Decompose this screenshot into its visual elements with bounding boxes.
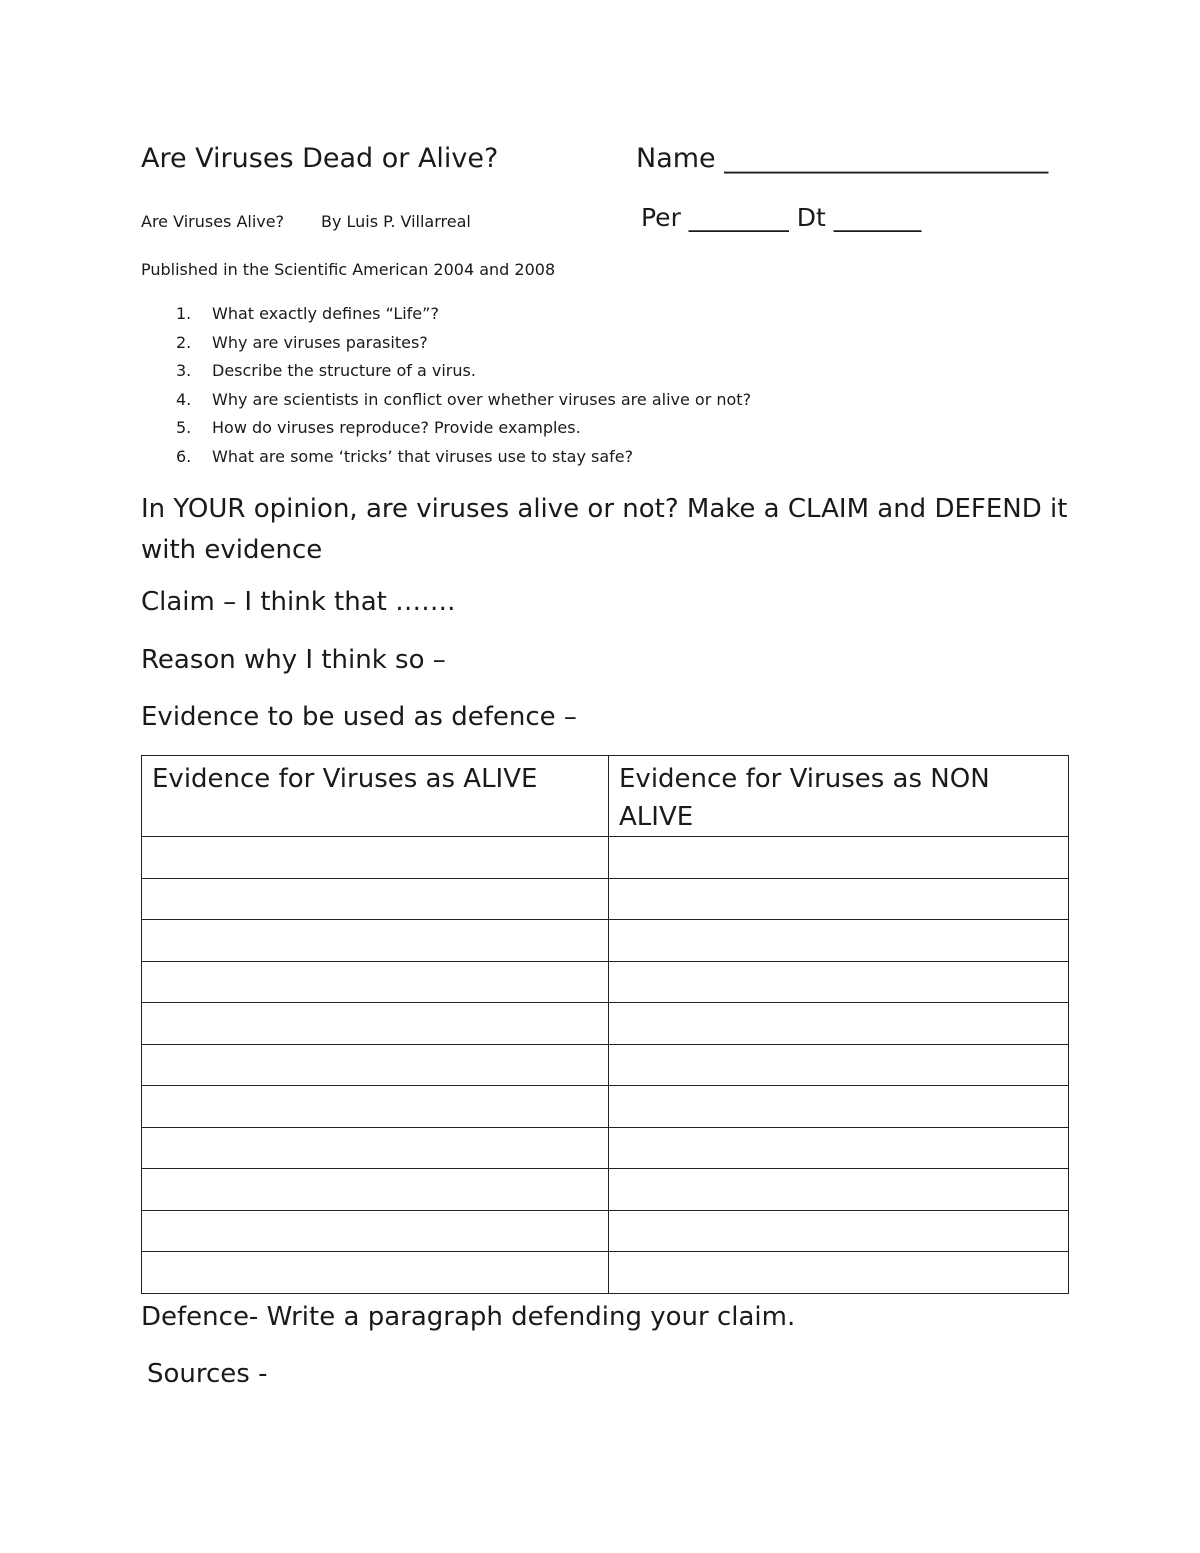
alive-evidence-cell[interactable] [142, 1044, 609, 1086]
alive-evidence-cell[interactable] [142, 1003, 609, 1045]
table-row [142, 1086, 1069, 1128]
name-field[interactable]: Name ________________________ [636, 143, 1049, 174]
evidence-table [141, 755, 1069, 1294]
table-row [142, 920, 1069, 962]
non-alive-evidence-cell[interactable] [609, 961, 1069, 1003]
alive-evidence-cell[interactable] [142, 1086, 609, 1128]
table-header-row [142, 756, 1069, 837]
alive-evidence-cell[interactable] [142, 1127, 609, 1169]
non-alive-evidence-header: Evidence for Viruses as NON ALIVE [609, 756, 1069, 837]
non-alive-evidence-cell[interactable] [609, 1086, 1069, 1128]
alive-evidence-cell[interactable] [142, 837, 609, 879]
non-alive-evidence-cell[interactable] [609, 878, 1069, 920]
alive-evidence-cell[interactable] [142, 1252, 609, 1294]
non-alive-evidence-cell[interactable] [609, 1169, 1069, 1211]
question-text: Describe the structure of a virus. [212, 361, 476, 380]
question-number: 5. [176, 418, 192, 437]
article-author: By Luis P. Villarreal [321, 212, 471, 231]
table-row [142, 1127, 1069, 1169]
table-row [142, 837, 1069, 879]
alive-evidence-cell[interactable] [142, 878, 609, 920]
question-item [176, 331, 751, 360]
table-row [142, 1044, 1069, 1086]
table-row [142, 1003, 1069, 1045]
evidence-prompt: Evidence to be used as defence – [141, 702, 577, 732]
reason-prompt: Reason why I think so – [141, 645, 446, 675]
question-list [176, 302, 751, 473]
alive-evidence-cell[interactable] [142, 920, 609, 962]
question-text: Why are viruses parasites? [212, 332, 428, 352]
worksheet-title: Are Viruses Dead or Alive? [141, 143, 499, 174]
table-row [142, 878, 1069, 920]
table-row [142, 961, 1069, 1003]
question-item [176, 445, 751, 474]
question-number: 3. [176, 361, 192, 380]
question-number: 4. [176, 389, 192, 409]
non-alive-evidence-cell[interactable] [609, 837, 1069, 879]
alive-evidence-cell[interactable] [142, 961, 609, 1003]
alive-evidence-cell[interactable] [142, 1210, 609, 1252]
question-item [176, 416, 751, 445]
non-alive-evidence-cell[interactable] [609, 920, 1069, 962]
question-text: What are some ‘tricks’ that viruses use to stay safe? [212, 446, 634, 466]
opinion-prompt: In YOUR opinion, are viruses alive or not? Make a CLAIM and DEFEND it with evidence [141, 494, 1068, 565]
question-number: 1. [176, 304, 192, 323]
question-number: 2. [176, 332, 192, 352]
question-text: How do viruses reproduce? Provide examples. [212, 418, 581, 437]
non-alive-evidence-cell[interactable] [609, 1127, 1069, 1169]
sources-prompt: Sources - [147, 1359, 268, 1389]
question-item [176, 359, 751, 388]
non-alive-evidence-cell[interactable] [609, 1210, 1069, 1252]
question-number: 6. [176, 446, 192, 466]
alive-evidence-cell[interactable] [142, 1169, 609, 1211]
non-alive-evidence-cell[interactable] [609, 1252, 1069, 1294]
defence-prompt: Defence- Write a paragraph defending your claim. [141, 1302, 796, 1332]
question-item [176, 302, 751, 331]
table-row [142, 1252, 1069, 1294]
table-row [142, 1169, 1069, 1211]
question-text: What exactly defines “Life”? [212, 304, 439, 323]
non-alive-evidence-cell[interactable] [609, 1003, 1069, 1045]
article-title: Are Viruses Alive? [141, 212, 285, 231]
non-alive-evidence-cell[interactable] [609, 1044, 1069, 1086]
question-item [176, 388, 751, 417]
question-text: Why are scientists in conflict over whether viruses are alive or not? [212, 389, 752, 409]
publication-note: Published in the Scientific American 2004 and 2008 [141, 260, 556, 279]
table-row [142, 1210, 1069, 1252]
claim-prompt: Claim – I think that ……. [141, 587, 456, 617]
period-date-field[interactable]: Per ________ Dt _______ [641, 203, 922, 232]
alive-evidence-header: Evidence for Viruses as ALIVE [142, 756, 609, 837]
